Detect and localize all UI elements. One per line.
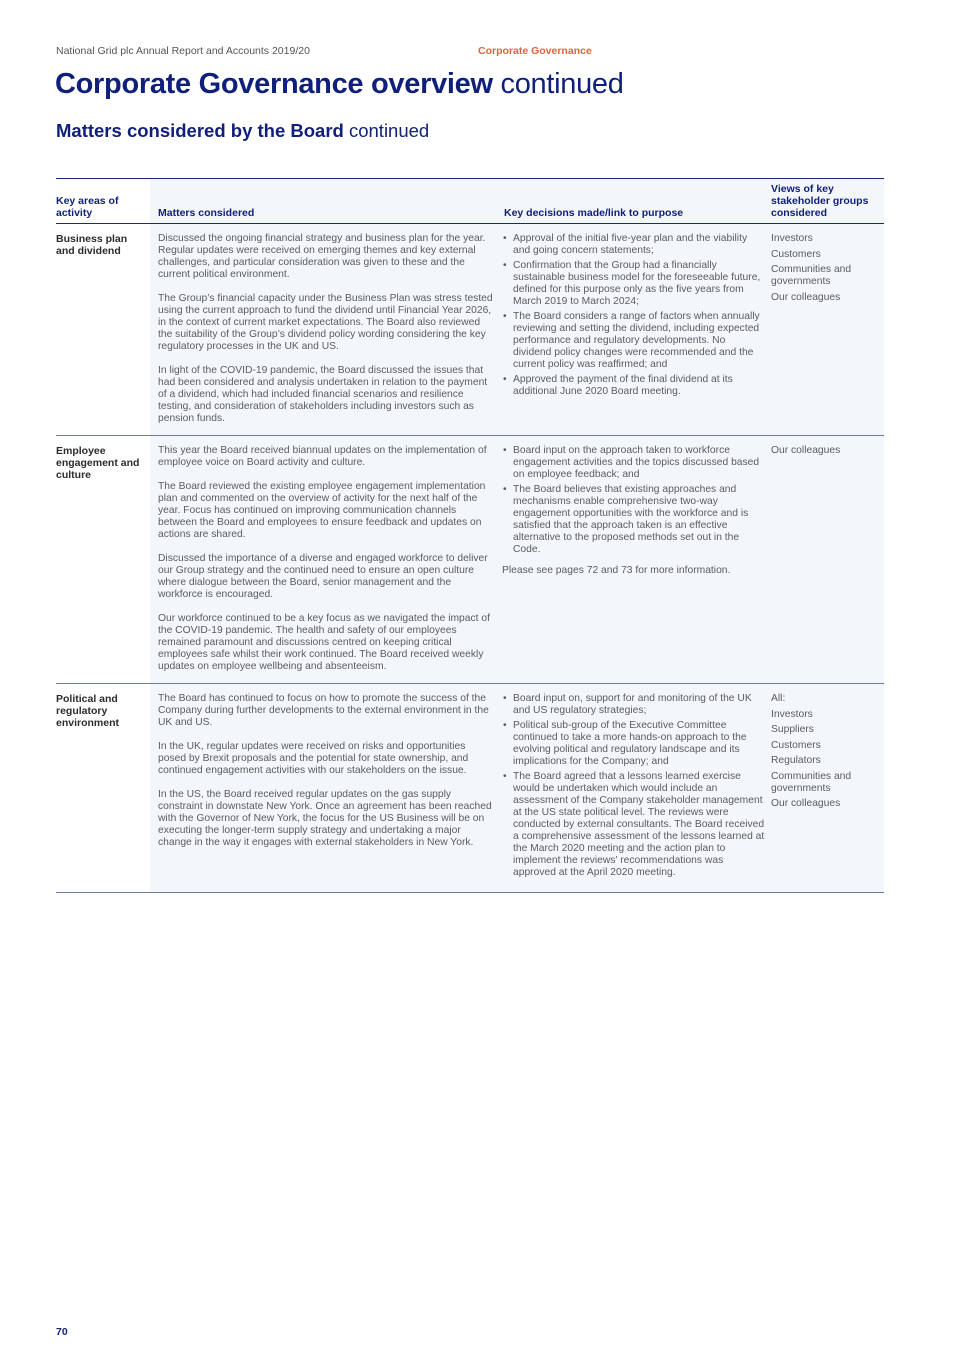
decision-text: Confirmation that the Group had a financially sustainable business model for the foreseeable future, defined for this purpose only as the five years from March 2019 to March 2024; [513, 260, 761, 307]
decision-item [502, 720, 765, 768]
decision-item [502, 374, 765, 398]
decision-item [502, 311, 765, 371]
decision-item [502, 233, 765, 257]
stakeholder-group: Communities and governments [771, 264, 852, 287]
decision-text: Board input on, support for and monitoring of the UK and US regulatory strategies; [513, 693, 752, 716]
bullet-icon: • [503, 720, 507, 731]
decisions-list [502, 233, 765, 398]
running-head: National Grid plc Annual Report and Accounts 2019/20 [56, 45, 310, 57]
section-subtitle-continued: continued [343, 120, 430, 141]
stakeholder-group: Our colleagues [771, 798, 841, 809]
stakeholders-cell [771, 233, 884, 425]
decision-text: Political sub-group of the Executive Committee continued to take a more hands-on approach to the evolving political and regulatory landscape and its implications for the Company; and [513, 720, 747, 767]
key-area-label: Employee engagement and culture [56, 445, 140, 481]
page-title-continued: continued [492, 68, 624, 100]
matters-paragraph: The Board has continued to focus on how to promote the success of the Company during further developments to the external environment in the UK and US. [158, 693, 489, 728]
section-subtitle [56, 120, 429, 142]
matters-paragraph: Discussed the importance of a diverse and engaged workforce to deliver our Group strategy and the continued need to ensure an open culture where dialogue between the Board, senior management and the workforce is encouraged. [158, 553, 488, 600]
stakeholders-cell [771, 445, 884, 673]
matters-cell [158, 693, 502, 882]
decision-text: The Board considers a range of factors when annually reviewing and setting the dividend, including expected performance and regulatory developments. No dividend policy changes were recommended and the current policy was reaffirmed; and [513, 311, 760, 370]
decision-item [502, 260, 765, 308]
decision-text: Approval of the initial five-year plan and the viability and going concern statements; [513, 233, 748, 256]
key-area-label: Political and regulatory environment [56, 693, 120, 729]
decision-text: The Board agreed that a lessons learned exercise would be undertaken which would include an assessment of the Company stakeholder management at the US state political level. The reviews were conducted by external consultants. The Board received a comprehensive assessment of the lessons learned at the March 2020 meeting and the action plan to implement the reviews’ recommendations was approved at the April 2020 meeting. [513, 771, 765, 878]
page-title [55, 68, 624, 101]
matters-paragraph: This year the Board received biannual updates on the implementation of employee voice on Board activity and culture. [158, 445, 487, 468]
bullet-icon: • [503, 445, 507, 456]
stakeholder-group: Customers [771, 248, 821, 260]
bullet-icon: • [503, 693, 507, 704]
decisions-cell [502, 445, 771, 673]
stakeholder-group: Regulators [771, 755, 821, 766]
matters-paragraph: The Group’s financial capacity under the Business Plan was stress tested using the current approach to fund the dividend until Financial Year 2026, in the context of current market expectations. The Board also reviewed the suitability of the Group’s dividend policy wording considering the key regulatory processes in the UK and US. [158, 293, 493, 352]
table-row [56, 684, 884, 893]
bullet-icon: • [503, 484, 507, 495]
page-title-bold: Corporate Governance overview [55, 68, 493, 100]
matters-paragraph: In the UK, regular updates were received on risks and opportunities posed by Brexit proposals and the potential for state ownership, and continued engagement activities with our stakeholders on the issue. [158, 741, 469, 776]
stakeholder-group: Our colleagues [771, 445, 841, 456]
stakeholder-group: Customers [771, 739, 821, 751]
decision-text: The Board believes that existing approaches and mechanisms enable comprehensive two-way engagement opportunities with the workforce and is satisfied that the approach taken is an effective alternative to the proposed methods set out in the Code. [513, 484, 749, 555]
header-stakeholders: Views of key stakeholder groups considered [771, 183, 869, 219]
decisions-list [502, 693, 765, 879]
matters-cell [158, 233, 502, 425]
stakeholder-group: Communities and governments [771, 770, 852, 794]
decision-item [502, 445, 765, 481]
header-matters: Matters considered [158, 207, 255, 219]
bullet-icon: • [503, 771, 507, 782]
matters-paragraph: In the US, the Board received regular updates on the gas supply constraint in downstate New York. Once an agreement has been reached with the Governor of New York, the focus for the US Business will be on executing the longer-term supply strategy and undertaking a major change in the way it engages with external stakeholders in New York. [158, 789, 492, 848]
decisions-cell [502, 233, 771, 425]
bullet-icon: • [503, 311, 507, 322]
stakeholder-group: All: [771, 693, 786, 704]
stakeholder-group: Our colleagues [771, 291, 841, 303]
section-subtitle-bold: Matters considered by the Board [56, 120, 344, 141]
bullet-icon: • [503, 233, 507, 244]
matters-paragraph: The Board reviewed the existing employee engagement implementation plan and commented on the overview of activity for the next half of the year. Focus has continued on improving communication channels between the Board and employees to ensure feedback and updates on actions are shared. [158, 481, 486, 540]
key-area-label: Business plan and dividend [56, 233, 128, 257]
stakeholder-group: Investors [771, 708, 813, 720]
decision-text: Board input on the approach taken to workforce engagement activities and the topics discussed based on employee feedback; and [513, 445, 760, 480]
page-number: 70 [56, 1326, 68, 1338]
bullet-icon: • [503, 374, 507, 385]
decision-text: Approved the payment of the final dividend at its additional June 2020 Board meeting. [513, 374, 733, 397]
table-header-row [56, 179, 884, 224]
decision-item [502, 484, 765, 556]
decision-item [502, 771, 765, 879]
matters-table [56, 178, 884, 893]
stakeholder-group: Investors [771, 233, 813, 244]
matters-paragraph: Discussed the ongoing financial strategy and business plan for the year. Regular updates were received on emerging themes and key external challenges, and particular consideration was given to these and the current political environment. [158, 233, 486, 280]
decisions-list [502, 445, 765, 556]
header-decisions: Key decisions made/link to purpose [504, 207, 684, 219]
section-tag: Corporate Governance [478, 45, 592, 57]
table-row [56, 224, 884, 436]
stakeholder-group: Suppliers [771, 724, 814, 735]
table-row [56, 436, 884, 684]
matters-paragraph: In light of the COVID-19 pandemic, the Board discussed the issues that had been considered and analysis undertaken in relation to the payment of a dividend, which had included financial scenarios and resilience testing, and consideration of stakeholders including investors such as pension funds. [158, 365, 488, 424]
stakeholders-cell [771, 693, 884, 882]
matters-paragraph: Our workforce continued to be a key focus as we navigated the impact of the COVID-19 pandemic. The health and safety of our employees remained paramount and discussions centred on keeping critical employees safe whilst their work continued. The Board received weekly updates on employee wellbeing and absenteeism. [158, 613, 490, 672]
bullet-icon: • [503, 260, 507, 271]
header-key-areas: Key areas of activity [56, 195, 119, 219]
decisions-cell [502, 693, 771, 882]
matters-cell [158, 445, 502, 673]
decisions-note: Please see pages 72 and 73 for more information. [502, 565, 731, 576]
decision-item [502, 693, 765, 717]
